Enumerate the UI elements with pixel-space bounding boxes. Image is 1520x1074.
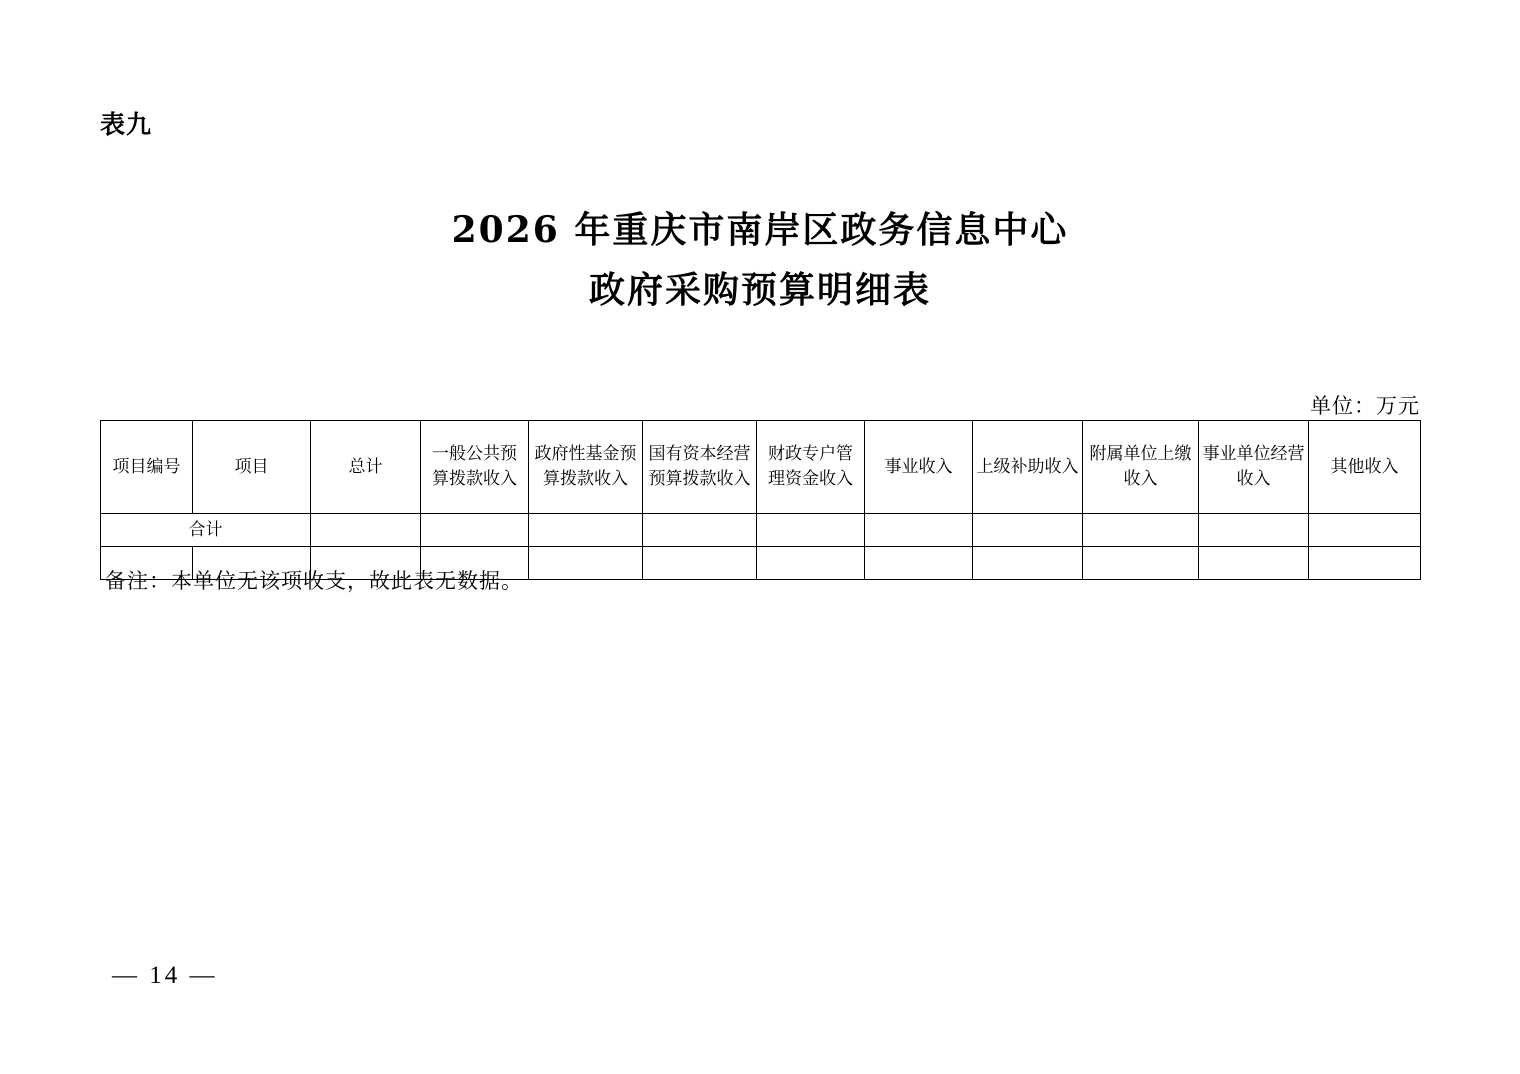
table-row [101, 514, 1421, 547]
cell-general-public-budget [421, 514, 529, 547]
column-header-business-income: 事业收入 [865, 421, 973, 514]
budget-table-container [100, 420, 1420, 580]
column-header-state-capital-budget: 国有资本经营预算拨款收入 [643, 421, 757, 514]
column-header-subordinate-remittance: 附属单位上缴收入 [1083, 421, 1199, 514]
cell-superior-subsidy [973, 514, 1083, 547]
column-header-government-fund-budget: 政府性基金预算拨款收入 [529, 421, 643, 514]
cell-other-income [1309, 514, 1421, 547]
cell-fiscal-account-funds [757, 547, 865, 580]
column-header-project: 项目 [193, 421, 311, 514]
cell-business-income [865, 547, 973, 580]
table-header-row [101, 421, 1421, 514]
column-header-fiscal-account-funds: 财政专户管理资金收入 [757, 421, 865, 514]
budget-table [100, 420, 1421, 580]
cell-fiscal-account-funds [757, 514, 865, 547]
table-label: 表九 [100, 110, 153, 139]
cell-total [311, 514, 421, 547]
cell-other-income [1309, 547, 1421, 580]
column-header-other-income: 其他收入 [1309, 421, 1421, 514]
title-line-1: 2026 年重庆市南岸区政务信息中心 [451, 209, 1069, 251]
cell-state-capital-budget [643, 547, 757, 580]
column-header-superior-subsidy: 上级补助收入 [973, 421, 1083, 514]
column-header-general-public-budget: 一般公共预算拨款收入 [421, 421, 529, 514]
column-header-institution-operating-income: 事业单位经营收入 [1199, 421, 1309, 514]
cell-subordinate-remittance [1083, 547, 1199, 580]
column-header-total: 总计 [311, 421, 421, 514]
cell-subordinate-remittance [1083, 514, 1199, 547]
document-title [0, 200, 1520, 320]
cell-government-fund-budget [529, 514, 643, 547]
row-label-total: 合计 [101, 514, 311, 547]
cell-government-fund-budget [529, 547, 643, 580]
title-line-2: 政府采购预算明细表 [588, 269, 931, 311]
table-remark: 备注：本单位无该项收支，故此表无数据。 [105, 569, 523, 593]
cell-institution-operating-income [1199, 547, 1309, 580]
cell-business-income [865, 514, 973, 547]
unit-note: 单位：万元 [1310, 394, 1420, 418]
page-number: — 14 — [112, 962, 218, 989]
cell-institution-operating-income [1199, 514, 1309, 547]
column-header-project-number: 项目编号 [101, 421, 193, 514]
cell-superior-subsidy [973, 547, 1083, 580]
cell-state-capital-budget [643, 514, 757, 547]
